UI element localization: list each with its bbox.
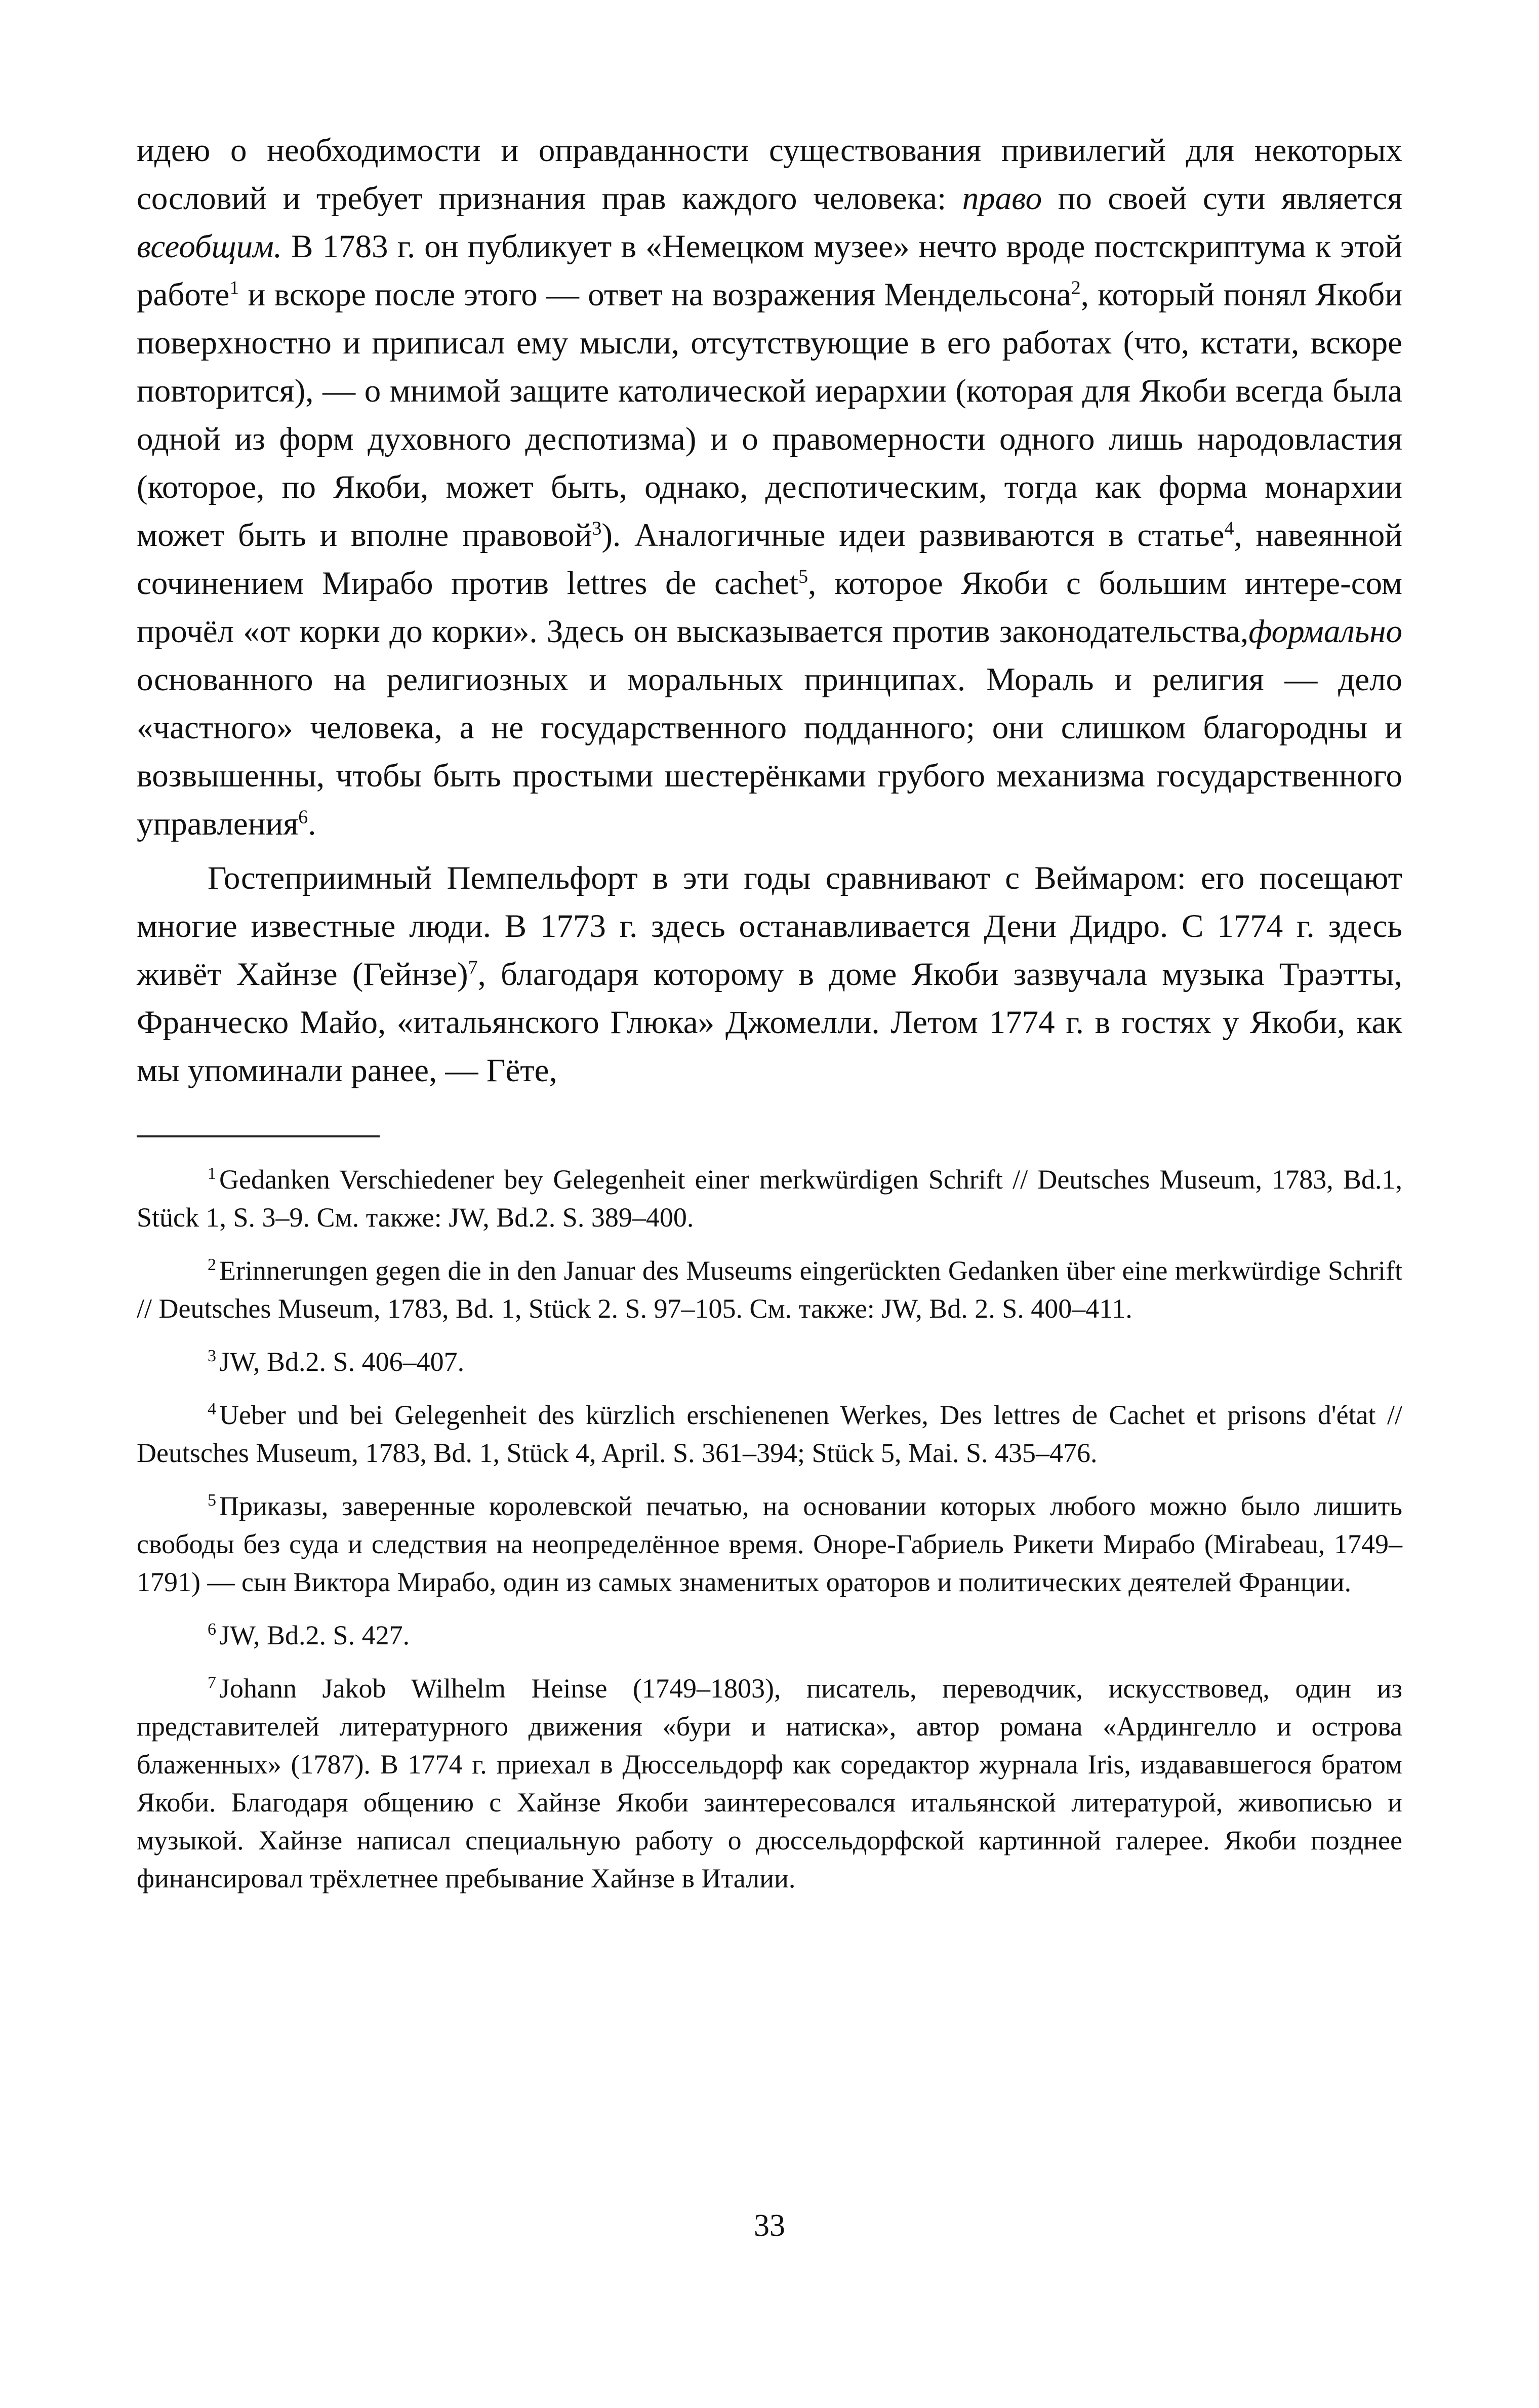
paragraph-2 bbox=[137, 854, 1402, 1095]
footnote-ref-1[interactable]: 1 bbox=[229, 277, 239, 299]
footnote-4 bbox=[137, 1396, 1402, 1472]
italic-run: всеобщим. bbox=[137, 228, 282, 265]
text-run: В 1783 г. он публикует в «Немецком музее» нечто вроде постскриптума к этой работе bbox=[137, 228, 1402, 313]
footnote-ref-7[interactable]: 7 bbox=[468, 957, 478, 978]
footnote-text: Gedanken Verschiedener bey Gelegenheit einer merkwürdigen Schrift // Deutsches Museum, 1783, Bd.1, Stück 1, S. 3–9. См. также: JW, Bd.2. S. 389–400. bbox=[137, 1164, 1402, 1233]
footnote-ref-2[interactable]: 2 bbox=[1071, 277, 1081, 299]
italic-run: право bbox=[962, 180, 1042, 217]
text-run: и вскоре после этого — ответ на возражения Мендельсона bbox=[239, 277, 1071, 313]
footnote-text: Erinnerungen gegen die in den Januar des Museums eingerückten Gedanken über eine merkwürdige Schrift // Deutsches Museum, 1783, Bd. 1, Stück 2. S. 97–105. См. также: JW, Bd. 2. S. 400–411. bbox=[137, 1255, 1402, 1324]
text-run: по своей сути является bbox=[1042, 180, 1403, 217]
footnote-number: 5 bbox=[208, 1491, 216, 1510]
italic-run: формально bbox=[1248, 613, 1402, 650]
text-run: . bbox=[308, 806, 316, 842]
footnote-text: JW, Bd.2. S. 427. bbox=[219, 1620, 410, 1650]
footnote-number: 7 bbox=[208, 1673, 216, 1692]
paragraph-1 bbox=[137, 127, 1402, 848]
text-run: идею о необходимости и оправданности существования привилегий для некоторых сословий и требует признания прав каждого человека: bbox=[137, 132, 1402, 217]
text-run: , которое Якоби с большим интере-сом прочёл «от корки до корки». Здесь он высказывается против законодательства, bbox=[137, 565, 1402, 650]
footnote-6 bbox=[137, 1616, 1402, 1654]
footnote-ref-6[interactable]: 6 bbox=[298, 806, 308, 828]
footnote-2 bbox=[137, 1252, 1402, 1328]
text-run: , который понял Якоби поверхностно и приписал ему мысли, отсутствующие в его работах (что, кстати, вскоре повторится), — о мнимой защите католической иерархии (которая для Якоби всегда была одной из форм духовного деспотизма) и о правомерности одного лишь народовластия (которое, по Якоби, может быть, однако, деспотическим, тогда как форма монархии может быть и вполне правовой bbox=[137, 277, 1403, 554]
text-run: , навеянной сочинением Мирабо против lettres de cachet bbox=[137, 517, 1402, 602]
main-text bbox=[137, 127, 1402, 1095]
footnote-text: Приказы, заверенные королевской печатью, на основании которых любого можно было лишить свободы без суда и следствия на неопределённое время. Оноре-Габриель Рикети Мирабо (Mirabeau, 1749–1791) — сын Виктора Мирабо, один из самых знаменитых ораторов и политических деятелей Франции. bbox=[137, 1491, 1402, 1597]
footnote-ref-3[interactable]: 3 bbox=[592, 518, 602, 539]
text-run: основанного на религиозных и моральных принципах. Мораль и религия — дело «частного» человека, а не государственного подданного; они слишком благородны и возвышенны, чтобы быть простыми шестерёнками грубого механизма государственного управления bbox=[137, 661, 1402, 842]
footnote-divider bbox=[137, 1135, 380, 1137]
footnote-5 bbox=[137, 1487, 1402, 1601]
footnote-number: 6 bbox=[208, 1620, 216, 1639]
footnote-number: 2 bbox=[208, 1255, 216, 1274]
text-run: , благодаря которому в доме Якоби зазвучала музыка Траэтты, Франческо Майо, «итальянского Глюка» Джомелли. Летом 1774 г. в гостях у Якоби, как мы упоминали ранее, — Гёте, bbox=[137, 956, 1402, 1089]
footnotes bbox=[137, 1161, 1402, 1898]
footnote-number: 4 bbox=[208, 1400, 216, 1418]
page-number: 33 bbox=[754, 2208, 785, 2243]
footnote-number: 3 bbox=[208, 1347, 216, 1365]
text-run: Гостеприимный Пемпельфорт в эти годы сравнивают с Веймаром: его посещают многие известные люди. В 1773 г. здесь останавливается Дени Дидро. С 1774 г. здесь живёт Хайнзе (Гейнзе) bbox=[137, 860, 1402, 993]
text-run: ). Аналогичные идеи развиваются в статье bbox=[601, 517, 1225, 554]
footnote-number: 1 bbox=[208, 1164, 216, 1183]
footnote-1 bbox=[137, 1161, 1402, 1237]
footnote-text: JW, Bd.2. S. 406–407. bbox=[219, 1347, 465, 1377]
footnote-text: Ueber und bei Gelegenheit des kürzlich erschienenen Werkes, Des lettres de Cachet et prisons d'état // Deutsches Museum, 1783, Bd. 1, Stück 4, April. S. 361–394; Stück 5, Mai. S. 435–476. bbox=[137, 1400, 1402, 1468]
footnote-7 bbox=[137, 1670, 1402, 1898]
footnote-ref-4[interactable]: 4 bbox=[1224, 518, 1234, 539]
footnote-ref-5[interactable]: 5 bbox=[798, 566, 808, 587]
page bbox=[137, 127, 1402, 1913]
footnote-text: Johann Jakob Wilhelm Heinse (1749–1803), писатель, переводчик, искусствовед, один из представителей литературного движения «бури и натиска», автор романа «Ардингелло и острова блаженных» (1787). В 1774 г. приехал в Дюссельдорф как соредактор журнала Iris, издававшегося братом Якоби. Благодаря общению с Хайнзе Якоби заинтересовался итальянской литературой, живописью и музыкой. Хайнзе написал специальную работу о дюссельдорфской картинной галерее. Якоби позднее финансировал трёхлетнее пребывание Хайнзе в Италии. bbox=[137, 1673, 1402, 1893]
footnote-3 bbox=[137, 1343, 1402, 1381]
